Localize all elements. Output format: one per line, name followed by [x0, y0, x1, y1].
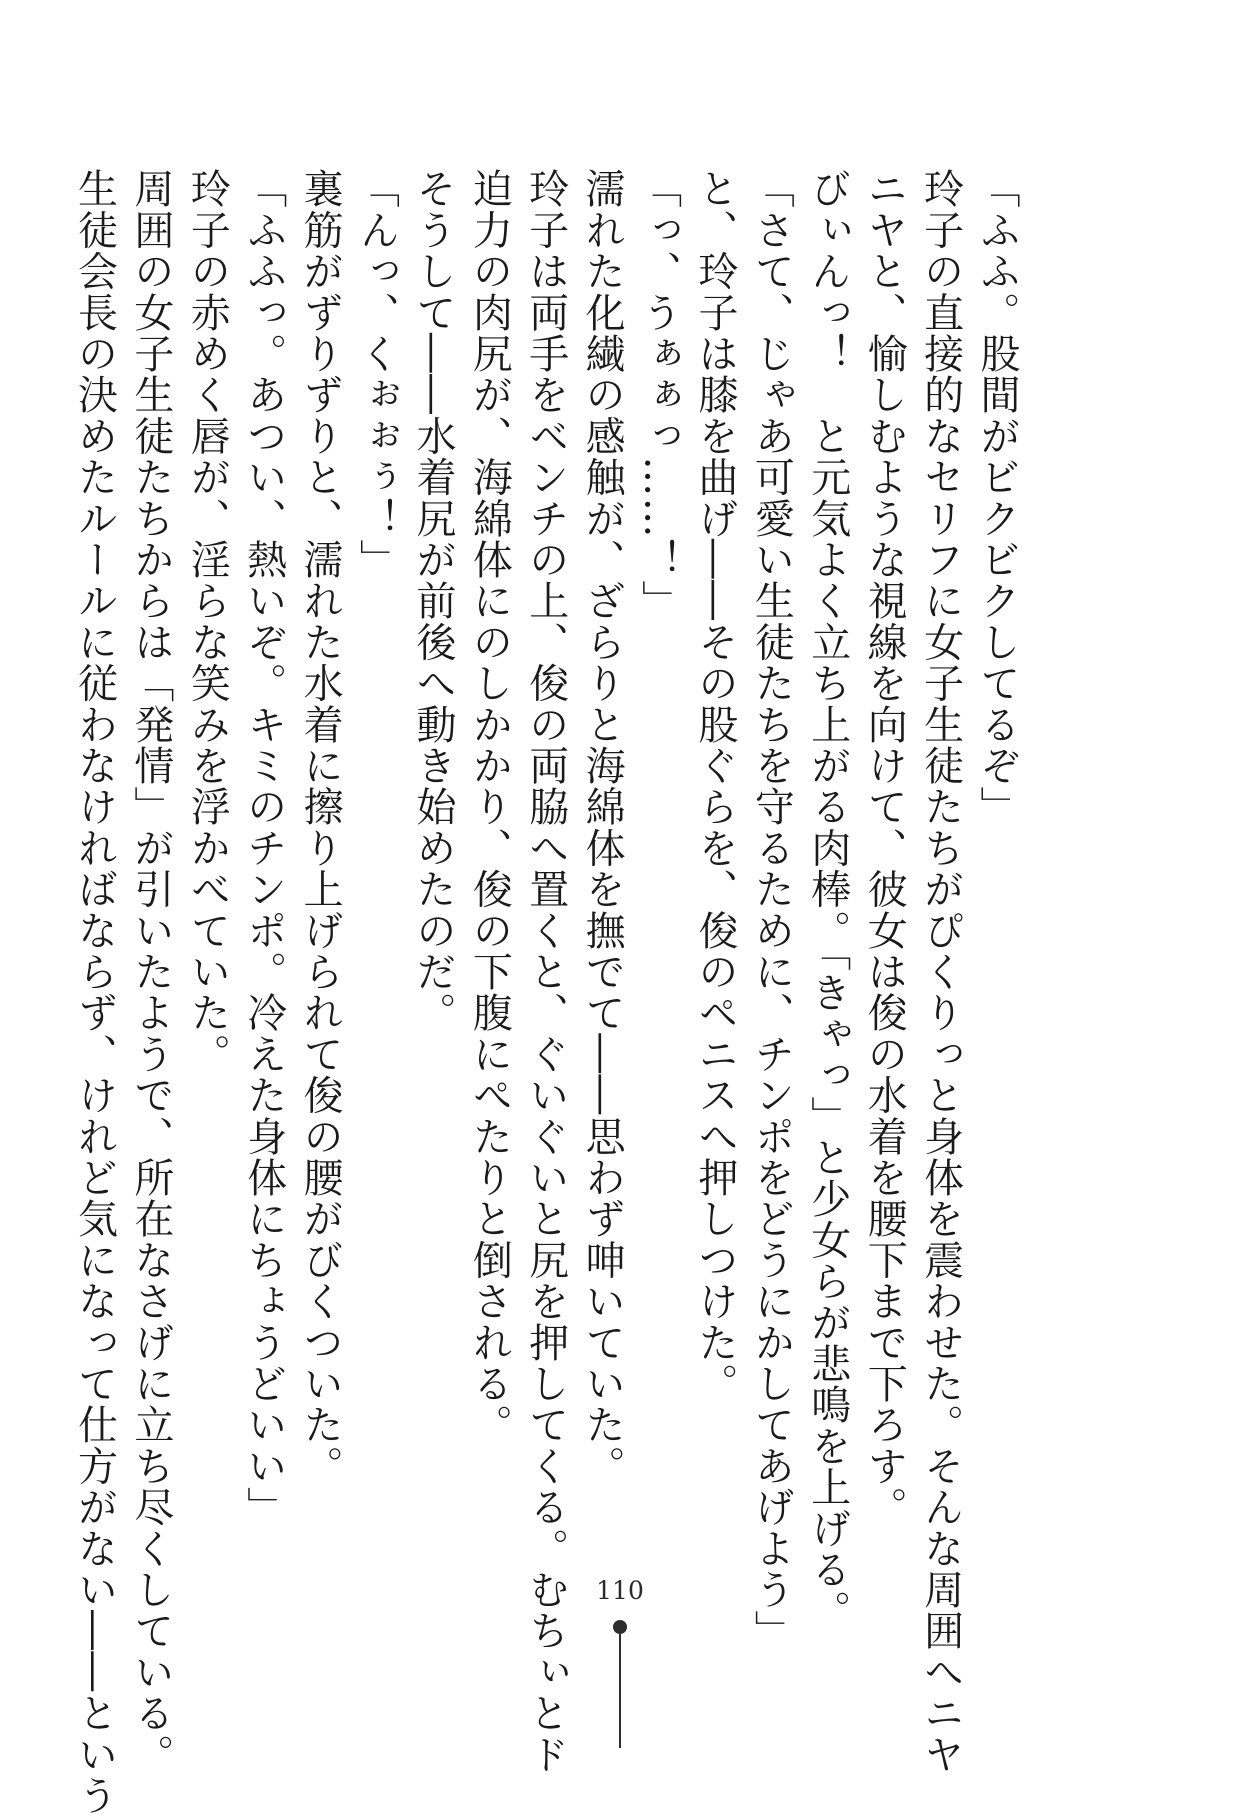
text-line: ニヤと、愉しむような視線を向けて、彼女は俊の水着を腰下まで下ろす。	[861, 168, 908, 1528]
text-line: 生徒会長の決めたルールに従わなければならず、けれど気になって仕方がない――という	[71, 168, 118, 1816]
text-line: 周囲の女子生徒たちからは「発情」が引いたようで、所在なさげに立ち尽くしている。	[127, 168, 174, 1775]
text-line: 裏筋がずりずりと、濡れた水着に擦り上げられて俊の腰がびくついた。	[297, 168, 344, 1487]
text-line: 「ふふっ。あつい、熱いぞ。キミのチンポ。冷えた身体にちょうどいい」	[240, 168, 287, 1528]
text-line: 「さて、じゃあ可愛い生徒たちを守るために、チンポをどうにかしてあげよう」	[748, 168, 795, 1652]
page-number: 110	[596, 1576, 644, 1605]
text-line: 玲子の赤めく唇が、淫らな笑みを浮かべていた。	[184, 168, 231, 1075]
text-line: びぃんっ！ と元気よく立ち上がる肉棒。「きゃっ」と少女らが悲鳴を上げる。	[804, 168, 851, 1632]
text-line: 迫力の肉尻が、海綿体にのしかかり、俊の下腹にぺたりと倒される。	[466, 168, 513, 1446]
text-line: 「っ、うぁぁっ……！」	[635, 168, 682, 622]
text-line: 「んっ、くぉぉぅ！」	[353, 168, 400, 580]
text-line: 濡れた化繊の感触が、ざらりと海綿体を撫でて――思わず呻いていた。	[579, 168, 626, 1487]
text-line: と、玲子は膝を曲げ――その股ぐらを、俊のペニスへ押しつけた。	[691, 168, 738, 1404]
text-line: 玲子の直接的なセリフに女子生徒たちがぴくりっと身体を震わせた。そんな周囲へニヤ	[917, 168, 964, 1775]
ornament-line	[619, 1634, 621, 1748]
ornament-dot	[613, 1620, 627, 1634]
text-line: 「ふふ。股間がビクビクしてるぞ」	[974, 168, 1020, 828]
text-line: 玲子は両手をベンチの上、俊の両脇へ置くと、ぐいぐいと尻を押してくる。むちぃとド	[522, 168, 569, 1775]
text-line: そうして――水着尻が前後へ動き始めたのだ。	[409, 168, 456, 1034]
page-ornament-icon	[613, 1620, 627, 1748]
